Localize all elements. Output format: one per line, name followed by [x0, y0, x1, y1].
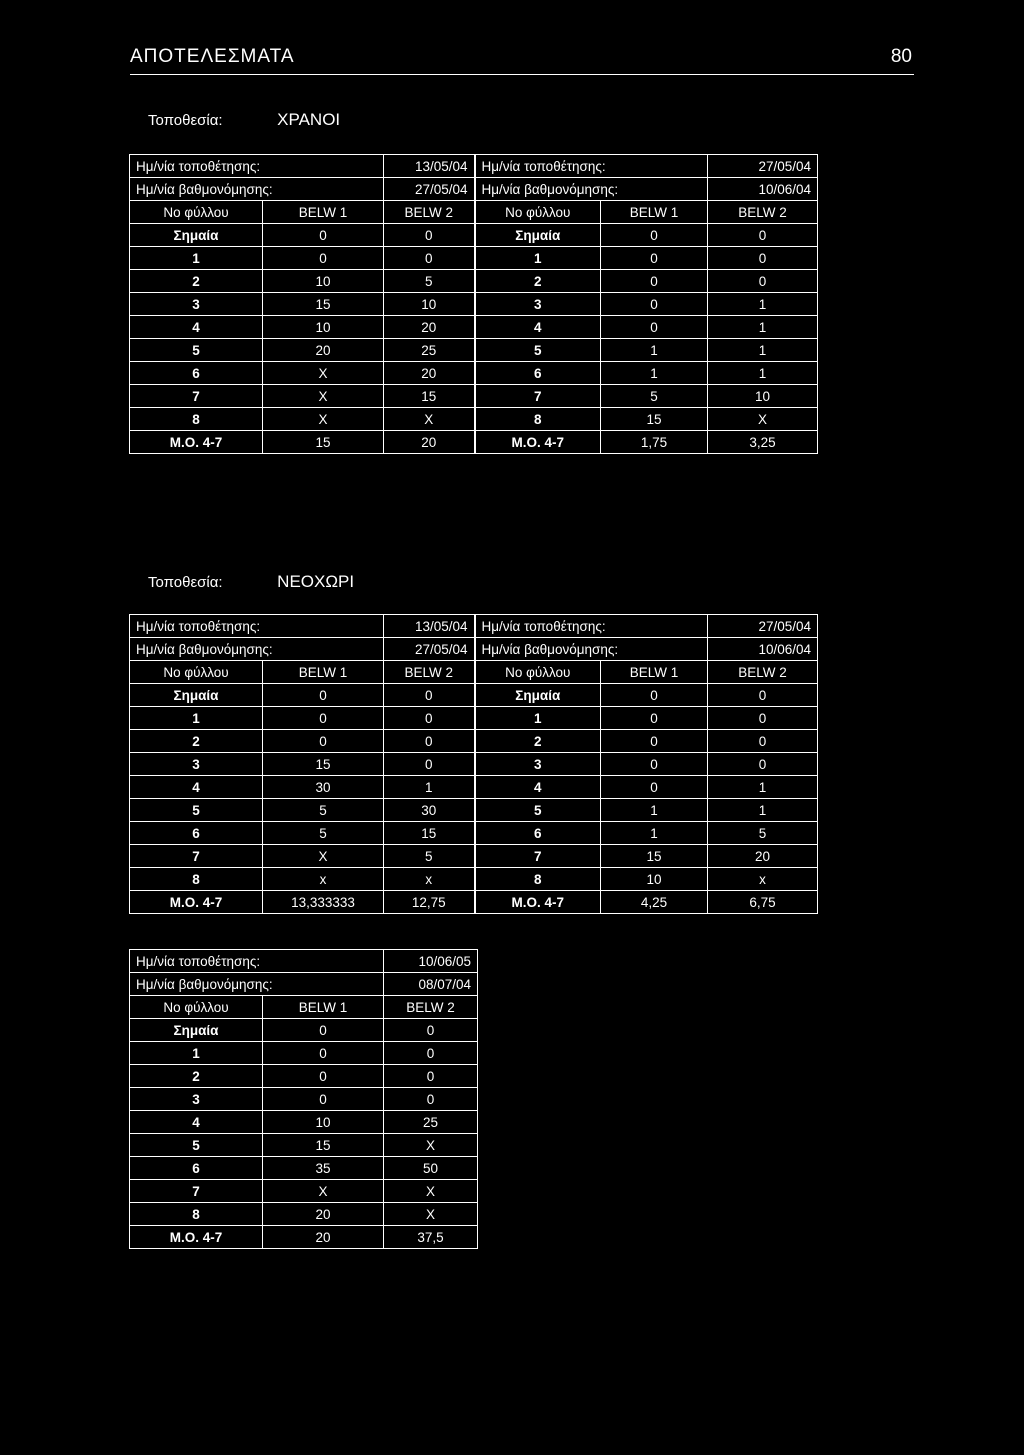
grading-date-label: Ημ/νία βαθμονόμησης:: [475, 638, 708, 661]
belw2-cell: x: [708, 868, 818, 891]
belw1-cell: 0: [263, 224, 384, 247]
belw2-cell: x: [384, 868, 475, 891]
table-row: [130, 155, 818, 178]
sheet-number-cell: 7: [475, 845, 601, 868]
column-header: BELW 2: [384, 201, 475, 224]
belw1-cell: 15: [263, 293, 384, 316]
sheet-number-cell: 7: [475, 385, 601, 408]
sheet-number-cell: 2: [475, 730, 601, 753]
table-row: [130, 178, 818, 201]
placement-date-value: 13/05/04: [384, 155, 475, 178]
belw1-cell: 20: [263, 339, 384, 362]
placement-date-value: 10/06/05: [384, 950, 478, 973]
grading-date-label: Ημ/νία βαθμονόμησης:: [475, 178, 708, 201]
belw1-cell: X: [263, 385, 384, 408]
belw2-cell: 50: [384, 1157, 478, 1180]
sheet-number-cell: 7: [130, 385, 263, 408]
belw2-cell: X: [384, 1180, 478, 1203]
belw1-cell: 15: [601, 845, 708, 868]
belw1-cell: 10: [263, 316, 384, 339]
belw2-cell: 0: [708, 753, 818, 776]
belw2-cell: 10: [708, 385, 818, 408]
table-row: [130, 339, 818, 362]
location-value: ΝΕΟΧΩΡΙ: [277, 572, 355, 591]
belw1-cell: 0: [601, 293, 708, 316]
table-row: [130, 431, 818, 454]
belw2-cell: 1: [708, 316, 818, 339]
table-row: [130, 1180, 478, 1203]
belw1-cell: 30: [263, 776, 384, 799]
belw2-cell: 15: [384, 385, 475, 408]
sheet-number-cell: 8: [475, 868, 601, 891]
belw2-cell: 37,5: [384, 1226, 478, 1249]
table-row: [130, 684, 818, 707]
column-header-row: [130, 661, 818, 684]
table-row: [130, 362, 818, 385]
placement-date-label: Ημ/νία τοποθέτησης:: [130, 155, 384, 178]
table-row: [130, 316, 818, 339]
table-row: [130, 822, 818, 845]
sheet-number-cell: 4: [130, 776, 263, 799]
placement-date-label: Ημ/νία τοποθέτησης:: [475, 155, 708, 178]
sheet-number-cell: 4: [475, 776, 601, 799]
belw2-cell: 1: [708, 799, 818, 822]
belw1-cell: 10: [263, 1111, 384, 1134]
belw1-cell: 35: [263, 1157, 384, 1180]
table-row: [130, 224, 818, 247]
placement-date-label: Ημ/νία τοποθέτησης:: [130, 950, 384, 973]
belw2-cell: 0: [384, 707, 475, 730]
belw1-cell: X: [263, 362, 384, 385]
location-value: ΧΡΑΝΟΙ: [277, 110, 341, 129]
sheet-number-cell: Μ.Ο. 4-7: [130, 1226, 263, 1249]
sheet-number-cell: Μ.Ο. 4-7: [130, 891, 263, 914]
belw1-cell: 0: [601, 684, 708, 707]
sheet-number-cell: Σημαία: [130, 684, 263, 707]
belw1-cell: X: [263, 408, 384, 431]
belw2-cell: 5: [384, 845, 475, 868]
location-label: Τοποθεσία:: [148, 112, 223, 129]
belw1-cell: 0: [263, 730, 384, 753]
sheet-number-cell: 1: [475, 247, 601, 270]
table-row: [130, 776, 818, 799]
belw2-cell: 0: [384, 730, 475, 753]
column-header: BELW 2: [708, 661, 818, 684]
placement-date-value: 13/05/04: [384, 615, 475, 638]
sheet-number-cell: Μ.Ο. 4-7: [475, 431, 601, 454]
belw2-cell: 0: [384, 247, 475, 270]
belw1-cell: 5: [263, 799, 384, 822]
sheet-number-cell: Σημαία: [130, 1019, 263, 1042]
belw1-cell: 0: [601, 707, 708, 730]
belw2-cell: 20: [708, 845, 818, 868]
belw2-cell: 0: [384, 224, 475, 247]
table-row: [130, 973, 478, 996]
belw2-cell: 10: [384, 293, 475, 316]
sheet-number-cell: 5: [130, 339, 263, 362]
table-row: [130, 615, 818, 638]
belw1-cell: 0: [601, 753, 708, 776]
belw2-cell: 0: [384, 753, 475, 776]
belw1-cell: 10: [601, 868, 708, 891]
belw1-cell: 0: [263, 684, 384, 707]
belw1-cell: 10: [263, 270, 384, 293]
table-row: [130, 707, 818, 730]
belw2-cell: 0: [708, 247, 818, 270]
belw2-cell: 0: [708, 707, 818, 730]
belw1-cell: 0: [263, 707, 384, 730]
table-row: [130, 638, 818, 661]
column-header: BELW 1: [263, 201, 384, 224]
page-title: ΑΠΟΤΕΛΕΣΜΑΤΑ: [130, 46, 295, 67]
table-row: [130, 950, 478, 973]
belw1-cell: 20: [263, 1203, 384, 1226]
sheet-number-cell: Μ.Ο. 4-7: [475, 891, 601, 914]
sheet-number-cell: 8: [130, 408, 263, 431]
belw2-cell: 0: [384, 684, 475, 707]
sheet-number-cell: 6: [475, 822, 601, 845]
belw1-cell: 1,75: [601, 431, 708, 454]
placement-date-label: Ημ/νία τοποθέτησης:: [130, 615, 384, 638]
belw2-cell: 0: [708, 684, 818, 707]
column-header: Νο φύλλου: [475, 661, 601, 684]
sheet-number-cell: 2: [475, 270, 601, 293]
sheet-number-cell: 8: [130, 868, 263, 891]
table-row: [130, 1157, 478, 1180]
belw1-cell: 0: [263, 1019, 384, 1042]
column-header: BELW 1: [263, 996, 384, 1019]
placement-date-value: 27/05/04: [708, 615, 818, 638]
sheet-number-cell: 3: [475, 293, 601, 316]
belw1-cell: 0: [601, 224, 708, 247]
belw2-cell: 0: [708, 224, 818, 247]
belw2-cell: 1: [708, 776, 818, 799]
placement-date-label: Ημ/νία τοποθέτησης:: [475, 615, 708, 638]
belw1-cell: 0: [263, 1065, 384, 1088]
belw1-cell: 5: [263, 822, 384, 845]
column-header: BELW 1: [601, 661, 708, 684]
belw1-cell: X: [263, 845, 384, 868]
belw2-cell: 1: [708, 362, 818, 385]
sheet-number-cell: 4: [475, 316, 601, 339]
table-row: [130, 270, 818, 293]
column-header-row: [130, 996, 478, 1019]
belw1-cell: 0: [263, 247, 384, 270]
sheet-number-cell: Σημαία: [475, 224, 601, 247]
table-row: [130, 730, 818, 753]
belw1-cell: 0: [601, 270, 708, 293]
sheet-number-cell: 1: [475, 707, 601, 730]
belw1-cell: 1: [601, 339, 708, 362]
grading-date-label: Ημ/νία βαθμονόμησης:: [130, 973, 384, 996]
sheet-number-cell: 8: [130, 1203, 263, 1226]
belw2-cell: 0: [384, 1019, 478, 1042]
belw1-cell: 15: [263, 1134, 384, 1157]
belw2-cell: 15: [384, 822, 475, 845]
belw2-cell: 0: [384, 1088, 478, 1111]
grading-date-label: Ημ/νία βαθμονόμησης:: [130, 178, 384, 201]
sheet-number-cell: 1: [130, 247, 263, 270]
table-row: [130, 891, 818, 914]
column-header: BELW 1: [263, 661, 384, 684]
table-row: [130, 868, 818, 891]
belw2-cell: 0: [708, 730, 818, 753]
table-row: [130, 845, 818, 868]
table-row: [130, 1019, 478, 1042]
column-header: BELW 2: [384, 661, 475, 684]
sheet-number-cell: 7: [130, 845, 263, 868]
table-row: [130, 1042, 478, 1065]
belw1-cell: 0: [263, 1088, 384, 1111]
sheet-number-cell: 3: [130, 293, 263, 316]
belw2-cell: X: [384, 1203, 478, 1226]
belw2-cell: 25: [384, 1111, 478, 1134]
belw2-cell: 20: [384, 362, 475, 385]
table-row: [130, 1088, 478, 1111]
belw2-cell: 1: [384, 776, 475, 799]
column-header: BELW 1: [601, 201, 708, 224]
table-row: [130, 1111, 478, 1134]
grading-date-value: 27/05/04: [384, 638, 475, 661]
belw1-cell: X: [263, 1180, 384, 1203]
belw1-cell: 1: [601, 799, 708, 822]
belw2-cell: 3,25: [708, 431, 818, 454]
belw1-cell: 15: [263, 753, 384, 776]
location-line-1: [148, 110, 340, 130]
belw2-cell: X: [708, 408, 818, 431]
belw1-cell: 1: [601, 822, 708, 845]
results-table-neoxori: [129, 614, 818, 914]
sheet-number-cell: 5: [130, 799, 263, 822]
grading-date-value: 10/06/04: [708, 178, 818, 201]
table-body: [130, 615, 818, 914]
table-row: [130, 1065, 478, 1088]
belw1-cell: 0: [601, 776, 708, 799]
location-label: Τοποθεσία:: [148, 574, 223, 591]
column-header: BELW 2: [708, 201, 818, 224]
sheet-number-cell: 3: [130, 1088, 263, 1111]
sheet-number-cell: 1: [130, 707, 263, 730]
page-header: [130, 44, 914, 75]
belw1-cell: 0: [263, 1042, 384, 1065]
sheet-number-cell: 4: [130, 316, 263, 339]
table-row: [130, 753, 818, 776]
column-header: BELW 2: [384, 996, 478, 1019]
sheet-number-cell: 6: [475, 362, 601, 385]
belw2-cell: 1: [708, 339, 818, 362]
sheet-number-cell: 5: [475, 799, 601, 822]
belw2-cell: 1: [708, 293, 818, 316]
column-header: Νο φύλλου: [130, 996, 263, 1019]
belw1-cell: 1: [601, 362, 708, 385]
grading-date-value: 10/06/04: [708, 638, 818, 661]
belw2-cell: 25: [384, 339, 475, 362]
belw2-cell: 6,75: [708, 891, 818, 914]
sheet-number-cell: 7: [130, 1180, 263, 1203]
column-header: Νο φύλλου: [130, 661, 263, 684]
page-number: 80: [890, 46, 912, 67]
belw2-cell: 5: [384, 270, 475, 293]
belw2-cell: 12,75: [384, 891, 475, 914]
belw1-cell: 0: [601, 247, 708, 270]
belw2-cell: X: [384, 408, 475, 431]
sheet-number-cell: 6: [130, 1157, 263, 1180]
table-body: [130, 155, 818, 454]
table-row: [130, 1203, 478, 1226]
table-row: [130, 408, 818, 431]
column-header-row: [130, 201, 818, 224]
belw2-cell: 20: [384, 316, 475, 339]
results-table-neoxori-2: [129, 949, 478, 1249]
sheet-number-cell: 4: [130, 1111, 263, 1134]
belw2-cell: 0: [384, 1065, 478, 1088]
table-row: [130, 293, 818, 316]
sheet-number-cell: 6: [130, 362, 263, 385]
results-table-xranoi: [129, 154, 818, 454]
belw2-cell: X: [384, 1134, 478, 1157]
sheet-number-cell: Σημαία: [475, 684, 601, 707]
sheet-number-cell: 5: [475, 339, 601, 362]
belw1-cell: x: [263, 868, 384, 891]
belw1-cell: 4,25: [601, 891, 708, 914]
belw2-cell: 20: [384, 431, 475, 454]
column-header: Νο φύλλου: [475, 201, 601, 224]
sheet-number-cell: 3: [475, 753, 601, 776]
belw2-cell: 30: [384, 799, 475, 822]
sheet-number-cell: 8: [475, 408, 601, 431]
belw1-cell: 15: [263, 431, 384, 454]
sheet-number-cell: 5: [130, 1134, 263, 1157]
belw1-cell: 5: [601, 385, 708, 408]
sheet-number-cell: Σημαία: [130, 224, 263, 247]
table-row: [130, 1226, 478, 1249]
placement-date-value: 27/05/04: [708, 155, 818, 178]
belw2-cell: 5: [708, 822, 818, 845]
sheet-number-cell: 2: [130, 730, 263, 753]
belw2-cell: 0: [708, 270, 818, 293]
belw1-cell: 0: [601, 316, 708, 339]
sheet-number-cell: Μ.Ο. 4-7: [130, 431, 263, 454]
belw1-cell: 0: [601, 730, 708, 753]
table-body: [130, 950, 478, 1249]
belw2-cell: 0: [384, 1042, 478, 1065]
grading-date-value: 08/07/04: [384, 973, 478, 996]
sheet-number-cell: 1: [130, 1042, 263, 1065]
location-line-2: [148, 572, 354, 592]
sheet-number-cell: 2: [130, 1065, 263, 1088]
table-row: [130, 247, 818, 270]
belw1-cell: 15: [601, 408, 708, 431]
table-row: [130, 1134, 478, 1157]
sheet-number-cell: 3: [130, 753, 263, 776]
table-row: [130, 385, 818, 408]
grading-date-value: 27/05/04: [384, 178, 475, 201]
column-header: Νο φύλλου: [130, 201, 263, 224]
table-row: [130, 799, 818, 822]
sheet-number-cell: 6: [130, 822, 263, 845]
belw1-cell: 13,333333: [263, 891, 384, 914]
belw1-cell: 20: [263, 1226, 384, 1249]
grading-date-label: Ημ/νία βαθμονόμησης:: [130, 638, 384, 661]
sheet-number-cell: 2: [130, 270, 263, 293]
